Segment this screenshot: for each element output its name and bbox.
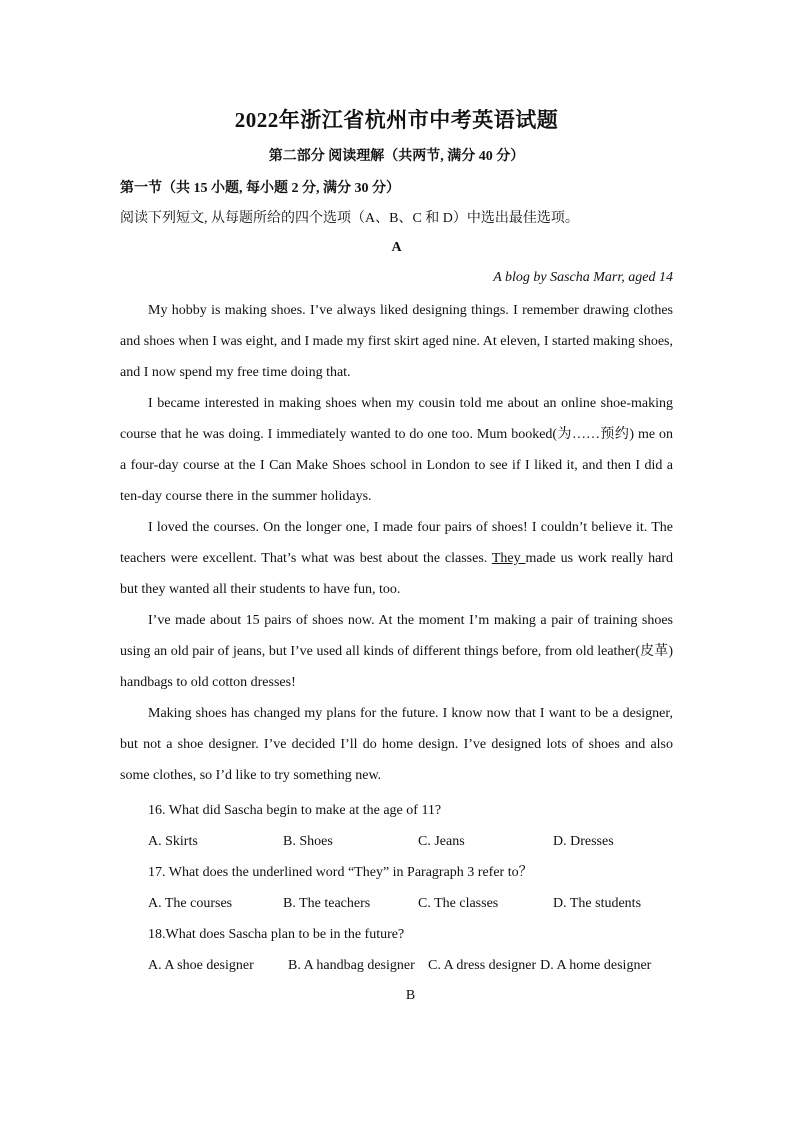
- option-b[interactable]: B. Shoes: [283, 834, 333, 849]
- passage-a-letter: A: [391, 240, 402, 255]
- paragraph-3: [120, 512, 673, 605]
- option-c[interactable]: C. A dress designer: [428, 958, 537, 973]
- question-18-stem: 18.What does Sascha plan to be in the future?: [148, 927, 405, 942]
- question-17-stem: 17. What does the underlined word “They” in Paragraph 3 refer to？: [148, 865, 533, 880]
- option-a[interactable]: A. Skirts: [148, 834, 198, 849]
- question-17-options: [148, 888, 688, 919]
- option-b[interactable]: B. A handbag designer: [288, 958, 415, 973]
- option-d[interactable]: D. A home designer: [540, 958, 652, 973]
- part-subtitle: 第二部分 阅读理解（共两节, 满分 40 分）: [268, 149, 525, 164]
- paragraph-3-part-1: I loved the courses. On the longer one, I made four pairs of shoes! I couldn’t believe it. The teachers were excellent. That’s what was best about the classes.: [120, 520, 673, 566]
- option-a[interactable]: A. The courses: [148, 896, 233, 911]
- paragraph-4: I’ve made about 15 pairs of shoes now. At the moment I’m making a pair of training shoes using an old pair of jeans, but I’ve used all kinds of different things before, from old leather(皮革) handbags to old cotton dresses!: [120, 613, 673, 690]
- option-b[interactable]: B. The teachers: [283, 896, 371, 911]
- paragraph-1: My hobby is making shoes. I’ve always liked designing things. I remember drawing clothes and shoes when I was eight, and I made my first skirt aged nine. At eleven, I started making shoes, and I now spend my free time doing that.: [120, 303, 673, 380]
- question-16-stem: 16. What did Sascha begin to make at the age of 11?: [148, 803, 442, 818]
- section-instruction: 阅读下列短文, 从每题所给的四个选项（A、B、C 和 D）中选出最佳选项。: [120, 211, 579, 226]
- section-heading: 第一节（共 15 小题, 每小题 2 分, 满分 30 分）: [120, 181, 400, 196]
- option-c[interactable]: C. Jeans: [418, 834, 465, 849]
- paragraph-5: Making shoes has changed my plans for the future. I know now that I want to be a designer, but not a shoe designer. I’ve decided I’ll do home design. I’ve designed lots of shoes and also some clothes, so I’d like to try something new.: [120, 706, 673, 783]
- passage-a-byline: A blog by Sascha Marr, aged 14: [493, 270, 673, 285]
- question-list: [148, 795, 688, 981]
- option-d[interactable]: D. Dresses: [553, 834, 614, 849]
- passage-a-body: [120, 295, 673, 791]
- exam-title: 2022年浙江省杭州市中考英语试题: [234, 108, 559, 132]
- paragraph-3-part-2: made us work really hard but they wanted all their students to have fun, too.: [120, 551, 673, 597]
- question-16-options: [148, 826, 688, 857]
- paragraph-2: I became interested in making shoes when my cousin told me about an online shoe-making course that he was doing. I immediately wanted to do one too. Mum booked(为……预约) me on a four-day course at the I Can Make Shoes school in London to see if I liked it, and then I did a ten-day course there in the summer holidays.: [120, 396, 673, 504]
- option-a[interactable]: A. A shoe designer: [148, 958, 254, 973]
- question-18-options: [148, 950, 688, 981]
- underlined-word-they: They: [491, 551, 526, 566]
- option-c[interactable]: C. The classes: [418, 896, 499, 911]
- passage-b-letter: B: [405, 988, 416, 1003]
- option-d[interactable]: D. The students: [553, 896, 642, 911]
